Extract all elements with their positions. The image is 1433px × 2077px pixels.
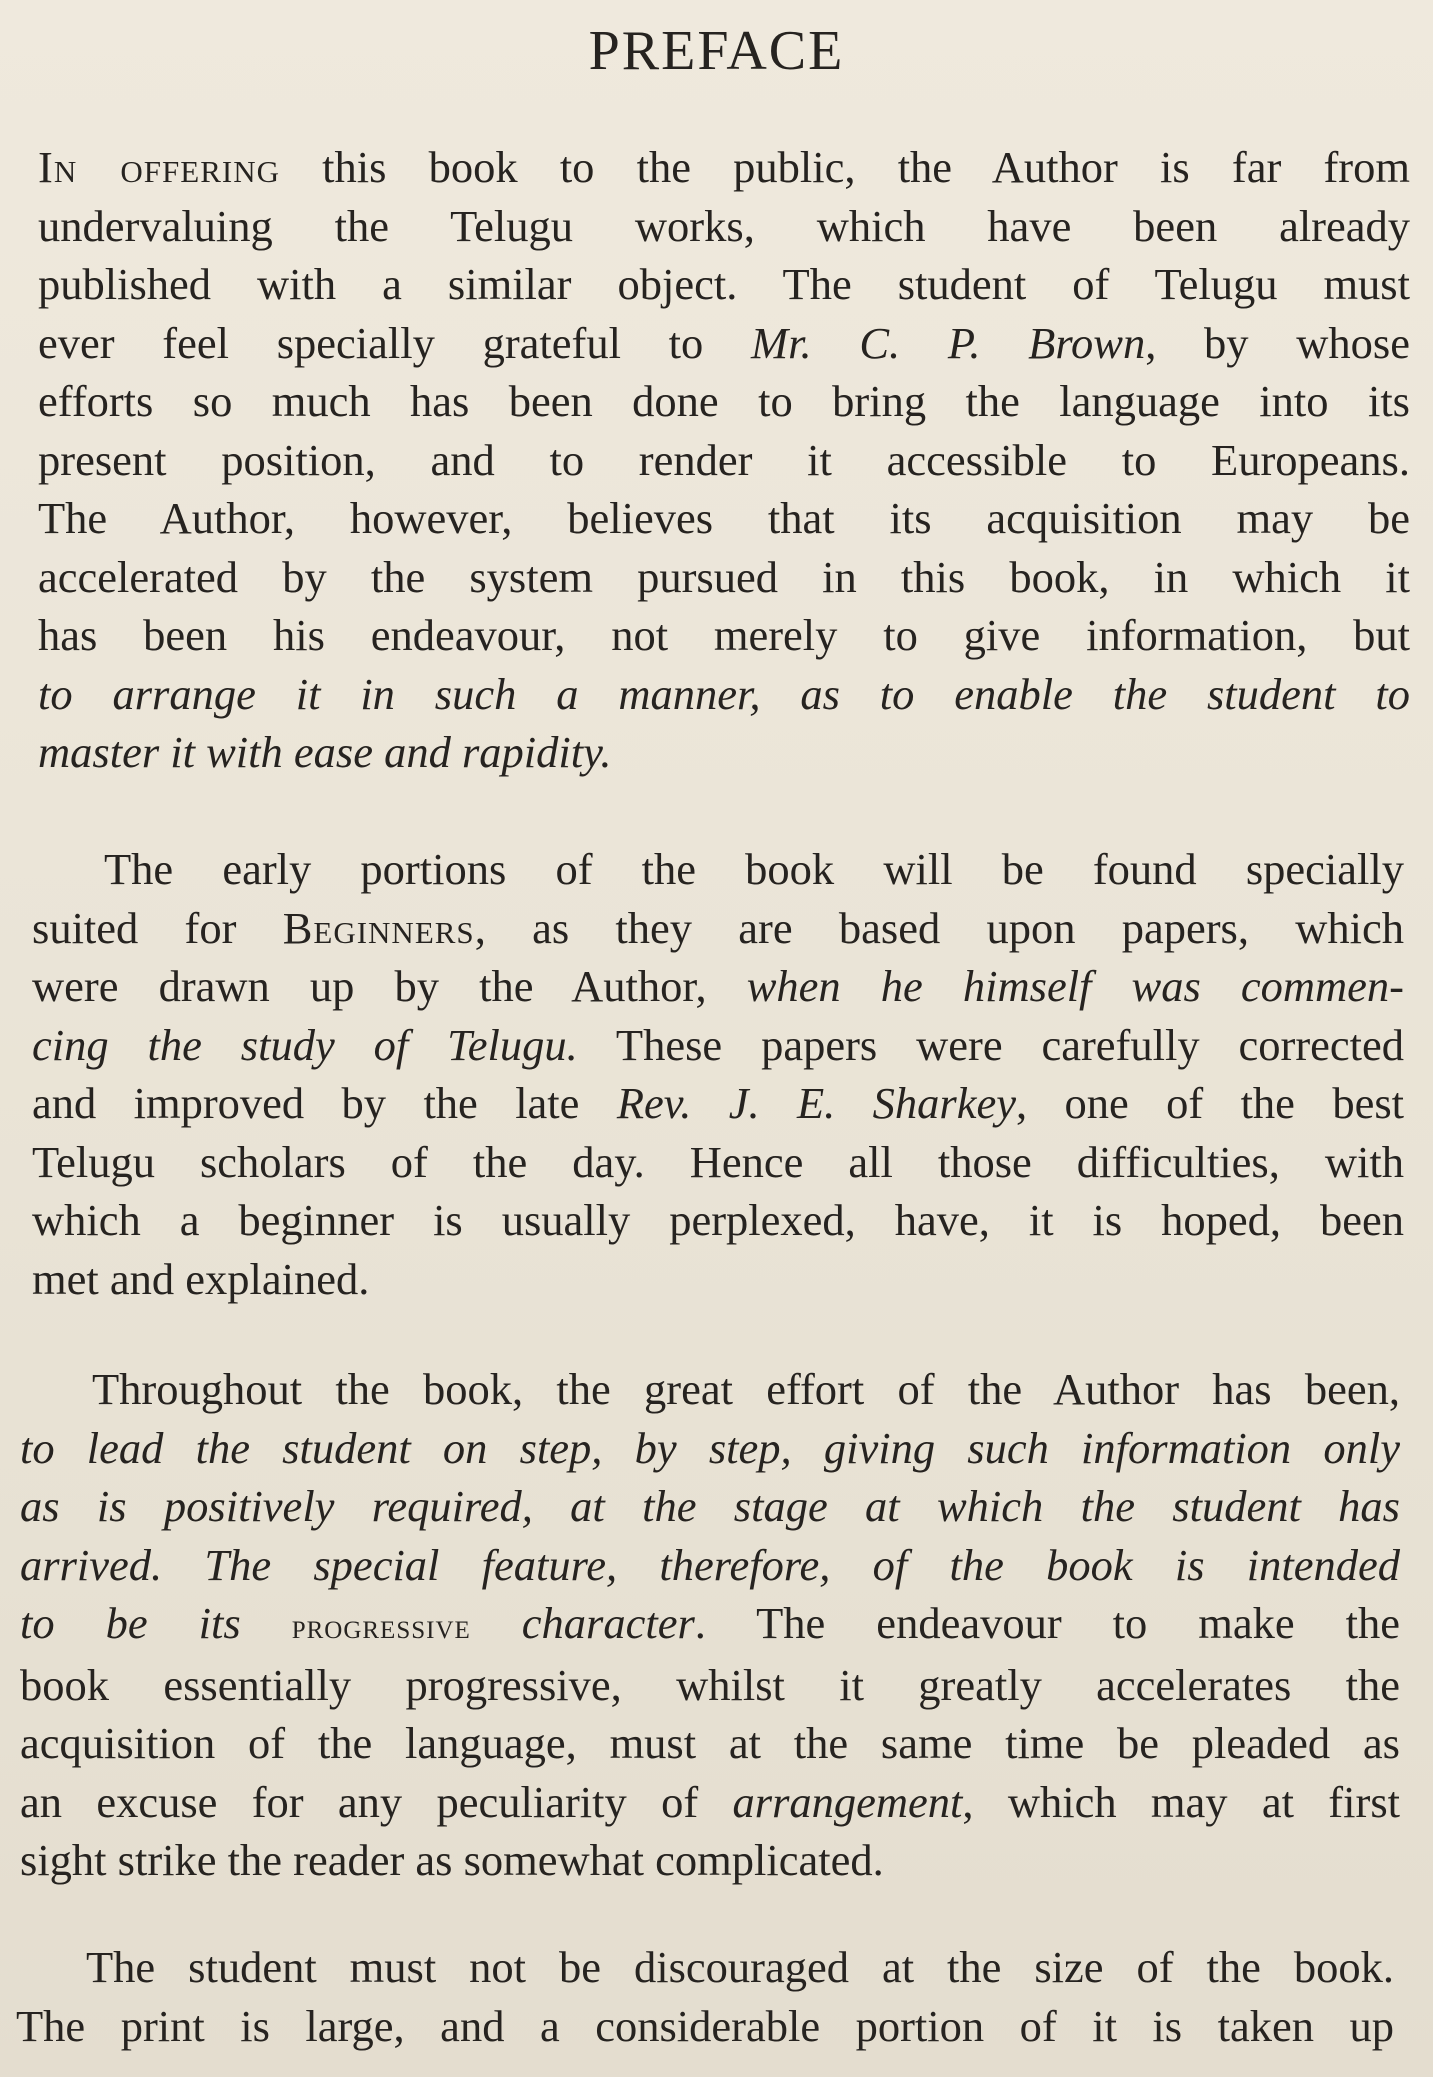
text-line: master it with ease and rapidity.: [38, 727, 612, 777]
text-line: present position, and to render it accessible to Europeans.: [38, 434, 1410, 485]
text-line: as is positively required, at the stage at which the student has: [20, 1481, 1400, 1531]
text-line: and improved by the late Rev. J. E. Sharkey, one of the best: [32, 1078, 1405, 1128]
paragraph-4: [16, 1938, 1394, 2055]
text-line: an excuse for any peculiarity of arrangement, which may at first: [20, 1776, 1400, 1827]
paragraph-3: [20, 1360, 1400, 1890]
text-line: The student must not be discouraged at the size of the book.: [86, 1942, 1394, 1992]
page-title: PREFACE: [588, 20, 845, 82]
text-line: published with a similar object. The student of Telugu must: [38, 259, 1410, 309]
text-line: The early portions of the book will be found specially: [104, 844, 1404, 894]
text-line: met and explained.: [32, 1253, 370, 1304]
text-line: which a beginner is usually perplexed, have, it is hoped, been: [32, 1195, 1404, 1245]
paragraph-2: [32, 840, 1404, 1308]
text-line: The Author, however, believes that its acquisition may be: [38, 493, 1410, 543]
text-line: The print is large, and a considerable portion of it is taken up: [16, 2000, 1394, 2051]
author-name-brown: Mr. C. P. Brown: [751, 317, 1146, 368]
text-line: to be its progressive character. The endeavour to make the: [20, 1598, 1400, 1648]
text-line: In offering this book to the public, the Author is far from: [38, 142, 1410, 192]
text-line: Throughout the book, the great effort of the Author has been,: [92, 1364, 1400, 1414]
text-line: to arrange it in such a manner, as to enable the student to: [38, 668, 1410, 719]
text-line: efforts so much has been done to bring the language into its: [38, 376, 1410, 426]
text-line: were drawn up by the Author, when he himself was commen-: [32, 961, 1404, 1011]
text-line: cing the study of Telugu. These papers were carefully corrected: [32, 1019, 1405, 1070]
text-line: accelerated by the system pursued in this book, in which it: [38, 551, 1410, 602]
text-line: suited for Beginners, as they are based upon papers, which: [32, 902, 1404, 953]
text-line: to lead the student on step, by step, giving such information only: [20, 1422, 1400, 1473]
text-line: ever feel specially grateful to Mr. C. P. Brown, by whose: [38, 317, 1410, 368]
text-line: arrived. The special feature, therefore, of the book is intended: [20, 1539, 1400, 1590]
text-line: Telugu scholars of the day. Hence all those difficulties, with: [32, 1136, 1404, 1187]
text-line: book essentially progressive, whilst it greatly accelerates the: [20, 1659, 1400, 1710]
paragraph-1: [38, 138, 1410, 782]
author-name-sharkey: Rev. J. E. Sharkey: [616, 1078, 1016, 1128]
text-line: acquisition of the language, must at the same time be pleaded as: [20, 1718, 1400, 1768]
text-line: sight strike the reader as somewhat complicated.: [20, 1835, 884, 1885]
text-line: undervaluing the Telugu works, which have been already: [38, 200, 1410, 251]
text-line: has been his endeavour, not merely to give information, but: [38, 610, 1410, 660]
